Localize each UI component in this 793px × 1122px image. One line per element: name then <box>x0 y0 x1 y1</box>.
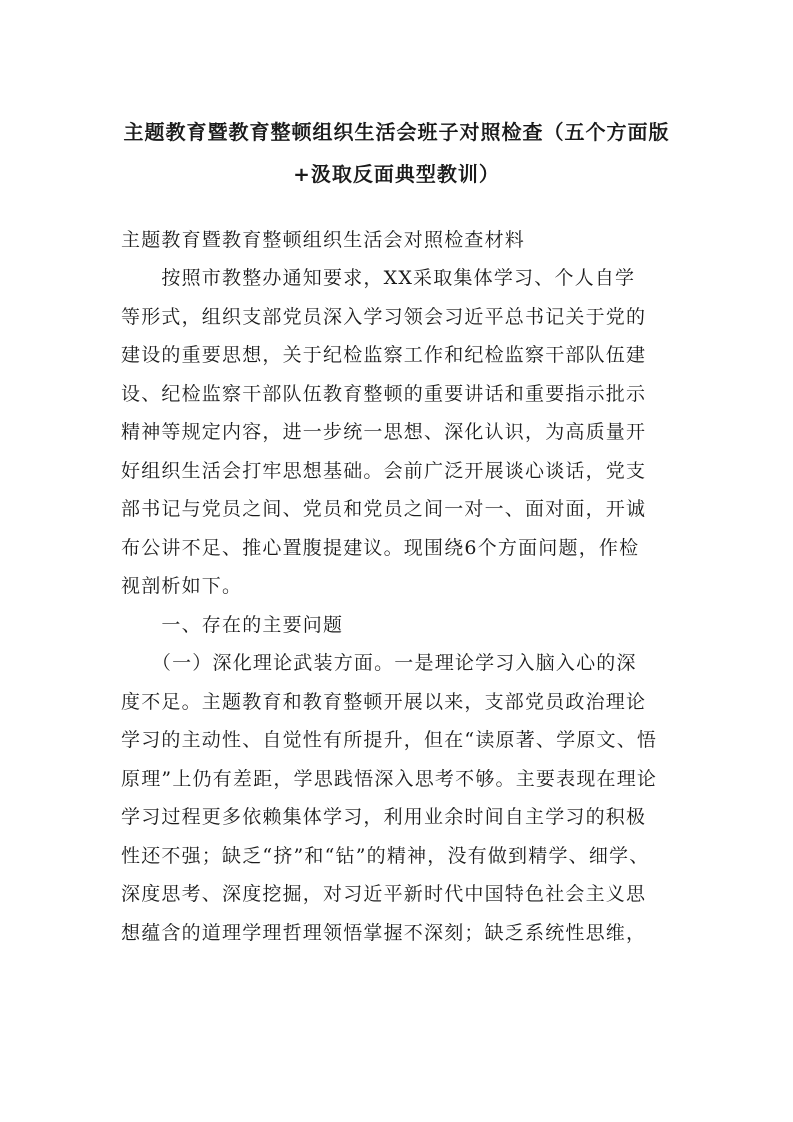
paragraph-line: 好组织生活会打牢思想基础。会前广泛开展谈心谈话，党支 <box>121 460 647 482</box>
paragraph-line: 建设的重要思想，关于纪检监察工作和纪检监察干部队伍建 <box>121 344 647 366</box>
subtitle-line: 主题教育暨教育整顿组织生活会对照检查材料 <box>121 229 526 251</box>
paragraph-line: 想蕴含的道理学理哲理领悟掌握不深刻；缺乏系统性思维， <box>121 922 647 944</box>
document-title-line-2: +汲取反面典型教训） <box>293 162 500 186</box>
paragraph-line: 等形式，组织支部党员深入学习领会习近平总书记关于党的 <box>121 306 647 328</box>
paragraph-line: 学习的主动性、自觉性有所提升，但在“读原著、学原文、悟 <box>121 729 658 751</box>
document-title-line-1: 主题教育暨教育整顿组织生活会班子对照检查（五个方面版 <box>123 120 670 144</box>
section-heading: 一、存在的主要问题 <box>121 614 344 636</box>
paragraph-line: 学习过程更多依赖集体学习，利用业余时间自主学习的积极 <box>121 806 647 828</box>
paragraph-line: 按照市教整办通知要求，XX采取集体学习、个人自学 <box>121 267 636 289</box>
paragraph-line: 精神等规定内容，进一步统一思想、深化认识，为高质量开 <box>121 421 647 443</box>
paragraph-line: 部书记与党员之间、党员和党员之间一对一、面对面，开诚 <box>121 498 647 520</box>
paragraph-line: 视剖析如下。 <box>121 575 243 597</box>
paragraph-line: 性还不强；缺乏“挤”和“钻”的精神，没有做到精学、细学、 <box>121 845 650 867</box>
paragraph-line: （一）深化理论武装方面。一是理论学习入脑入心的深 <box>121 652 637 674</box>
paragraph-line: 度不足。主题教育和教育整顿开展以来，支部党员政治理论 <box>121 691 647 713</box>
paragraph-line: 深度思考、深度挖掘，对习近平新时代中国特色社会主义思 <box>121 883 647 905</box>
paragraph-line: 设、纪检监察干部队伍教育整顿的重要讲话和重要指示批示 <box>121 383 647 405</box>
paragraph-line: 布公讲不足、推心置腹提建议。现围绕6个方面问题，作检 <box>121 537 640 559</box>
paragraph-line: 原理”上仍有差距，学思践悟深入思考不够。主要表现在理论 <box>121 768 658 790</box>
